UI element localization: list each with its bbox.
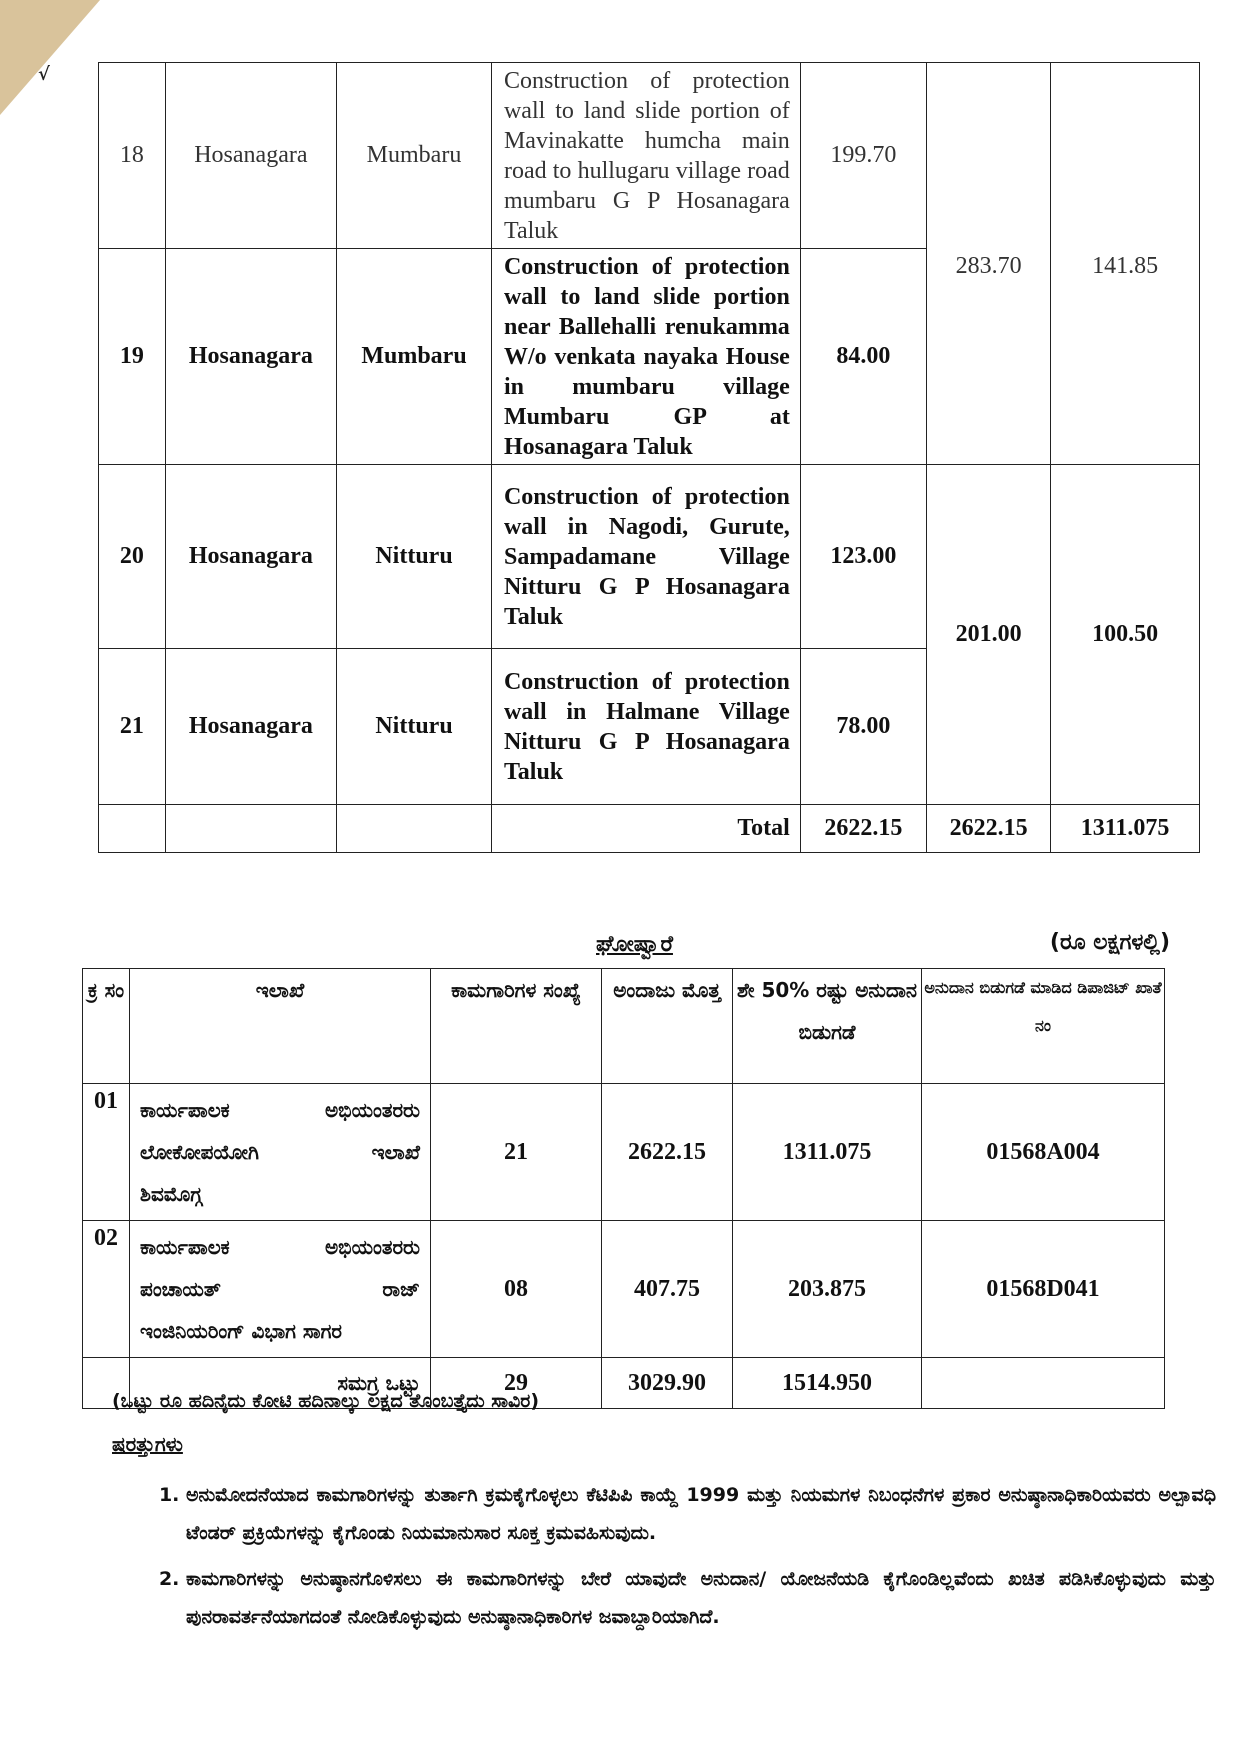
description-cell: Construction of protection wall in Halmane Village Nitturu G P Hosanagara Taluk (491, 649, 800, 805)
deposit-account-cell: 01568A004 (922, 1084, 1165, 1221)
estimate-cell: 407.75 (602, 1221, 733, 1358)
check-mark-icon: √ (38, 64, 50, 85)
gp-cell: Mumbaru (337, 63, 492, 249)
header-sl-no: ಕ್ರ ಸಂ (83, 969, 130, 1084)
sl-no-cell: 02 (83, 1221, 130, 1358)
header-release-50: ಶೇ 50% ರಷ್ಟು ಅನುದಾನ ಬಿಡುಗಡೆ (733, 969, 922, 1084)
estimate-cell: 123.00 (800, 465, 926, 649)
unit-note: (ರೂ ಲಕ್ಷಗಳಲ್ಲಿ) (1049, 930, 1170, 955)
conditions-list (150, 1476, 1216, 1644)
release-50-cell: 203.875 (733, 1221, 922, 1358)
works-count-cell: 08 (431, 1221, 602, 1358)
header-department: ಇಲಾಖೆ (130, 969, 431, 1084)
estimate-cell: 78.00 (800, 649, 926, 805)
total-estimate: 2622.15 (800, 805, 926, 853)
estimate-cell: 2622.15 (602, 1084, 733, 1221)
table-row (99, 465, 1200, 649)
header-deposit-account: ಅನುದಾನ ಬಿಡುಗಡೆ ಮಾಡಿದ ಡಿಪಾಜಿಟ್ ಖಾತೆ ನಂ (922, 969, 1165, 1084)
gp-cell: Nitturu (337, 649, 492, 805)
grand-total-label: ಸಮಗ್ರ ಒಟ್ಟು (130, 1358, 431, 1409)
sl-no-cell: 20 (99, 465, 166, 649)
empty-cell (337, 805, 492, 853)
taluk-cell: Hosanagara (165, 249, 336, 465)
table-row (83, 1221, 1165, 1358)
scanned-page-corner (0, 0, 100, 115)
department-line: ಶಿವಮೊಗ್ಗ (140, 1182, 203, 1206)
summary-title: ಘೋಷ್ವಾರೆ (596, 932, 673, 957)
gp-total-cell: 201.00 (927, 465, 1051, 805)
header-row (83, 969, 1165, 1084)
header-works-count: ಕಾಮಗಾರಿಗಳ ಸಂಖ್ಯೆ (431, 969, 602, 1084)
table-row (83, 1084, 1165, 1221)
deposit-account-cell: 01568D041 (922, 1221, 1165, 1358)
grand-total-estimate: 3029.90 (602, 1358, 733, 1409)
gp-cell: Nitturu (337, 465, 492, 649)
department-line: ಪಂಚಾಯತ್ ರಾಜ್ (140, 1277, 420, 1301)
department-line: ಕಾರ್ಯಪಾಲಕ ಅಭಿಯಂತರರು (140, 1235, 420, 1259)
empty-cell (922, 1358, 1165, 1409)
sl-no-cell: 19 (99, 249, 166, 465)
empty-cell (99, 805, 166, 853)
total-row (99, 805, 1200, 853)
taluk-cell: Hosanagara (165, 649, 336, 805)
condition-item: 2. ಕಾಮಗಾರಿಗಳನ್ನು ಅನುಷ್ಠಾನಗೊಳಿಸಲು ಈ ಕಾಮಗಾರಿಗಳನ್ನು ಬೇರೆ ಯಾವುದೇ ಅನುದಾನ/ ಯೋಜನೆಯಡಿ ಕೈಗೊಂಡಿಲ್ಲವೆಂದು ಖಚಿತ ಪಡಿಸಿಕೊಳ್ಳುವುದು ಮತ್ತು ಪುನರಾವರ್ತನೆಯಾಗದಂತೆ ನೋಡಿಕೊಳ್ಳುವುದು ಅನುಷ್ಠಾನಾಧಿಕಾರಿಗಳ ಜವಾಬ್ದಾರಿಯಾಗಿದೆ. (186, 1560, 1216, 1636)
header-estimate: ಅಂದಾಜು ಮೊತ್ತ (602, 969, 733, 1084)
amount-in-words: (ಒಟ್ಟು ರೂ ಹದಿನೈದು ಕೋಟಿ ಹದಿನಾಲ್ಕು ಲಕ್ಷದ ತೊಂಬತ್ತೈದು ಸಾವಿರ) (112, 1390, 540, 1412)
empty-cell (165, 805, 336, 853)
description-cell: Construction of protection wall in Nagodi, Gurute, Sampadamane Village Nitturu G P Hosanagara Taluk (491, 465, 800, 649)
release-50-cell: 1311.075 (733, 1084, 922, 1221)
gp-total-cell: 283.70 (927, 63, 1051, 465)
summary-table (82, 968, 1165, 1409)
department-cell (130, 1221, 431, 1358)
taluk-cell: Hosanagara (165, 465, 336, 649)
description-cell: Construction of protection wall to land slide portion near Ballehalli renukamma W/o venkata nayaka House in mumbaru village Mumbaru GP at Hosanagara Taluk (491, 249, 800, 465)
description-cell: Construction of protection wall to land slide portion of Mavinakatte humcha main road to hullugaru village road mumbaru G P Hosanagara Taluk (491, 63, 800, 249)
sl-no-cell: 18 (99, 63, 166, 249)
department-line: ಕಾರ್ಯಪಾಲಕ ಅಭಿಯಂತರರು (140, 1098, 420, 1122)
department-line: ಲೋಕೋಪಯೋಗಿ ಇಲಾಖೆ (140, 1140, 420, 1164)
total-half-release: 1311.075 (1051, 805, 1200, 853)
grand-total-release-50: 1514.950 (733, 1358, 922, 1409)
sl-no-cell: 01 (83, 1084, 130, 1221)
condition-item: 1. ಅನುಮೋದನೆಯಾದ ಕಾಮಗಾರಿಗಳನ್ನು ತುರ್ತಾಗಿ ಕ್ರಮಕೈಗೊಳ್ಳಲು ಕೆಟಿಪಿಪಿ ಕಾಯ್ದೆ 1999 ಮತ್ತು ನಿಯಮಗಳ ನಿಬಂಧನೆಗಳ ಪ್ರಕಾರ ಅನುಷ್ಠಾನಾಧಿಕಾರಿಯವರು ಅಲ್ಪಾವಧಿ ಟೆಂಡರ್ ಪ್ರಕ್ರಿಯೆಗಳನ್ನು ಕೈಗೊಂಡು ನಿಯಮಾನುಸಾರ ಸೂಕ್ತ ಕ್ರಮವಹಿಸುವುದು. (186, 1476, 1216, 1552)
half-release-cell: 100.50 (1051, 465, 1200, 805)
half-release-cell: 141.85 (1051, 63, 1200, 465)
estimate-cell: 199.70 (800, 63, 926, 249)
grand-total-works-count: 29 (431, 1358, 602, 1409)
taluk-cell: Hosanagara (165, 63, 336, 249)
department-line: ಇಂಜಿನಿಯರಿಂಗ್ ವಿಭಾಗ ಸಾಗರ (140, 1319, 343, 1343)
conditions-title: ಷರತ್ತುಗಳು (112, 1432, 183, 1456)
table-row (99, 63, 1200, 249)
total-label: Total (491, 805, 800, 853)
department-cell (130, 1084, 431, 1221)
estimate-cell: 84.00 (800, 249, 926, 465)
works-table (98, 62, 1200, 853)
total-gp-total: 2622.15 (927, 805, 1051, 853)
works-count-cell: 21 (431, 1084, 602, 1221)
sl-no-cell: 21 (99, 649, 166, 805)
gp-cell: Mumbaru (337, 249, 492, 465)
